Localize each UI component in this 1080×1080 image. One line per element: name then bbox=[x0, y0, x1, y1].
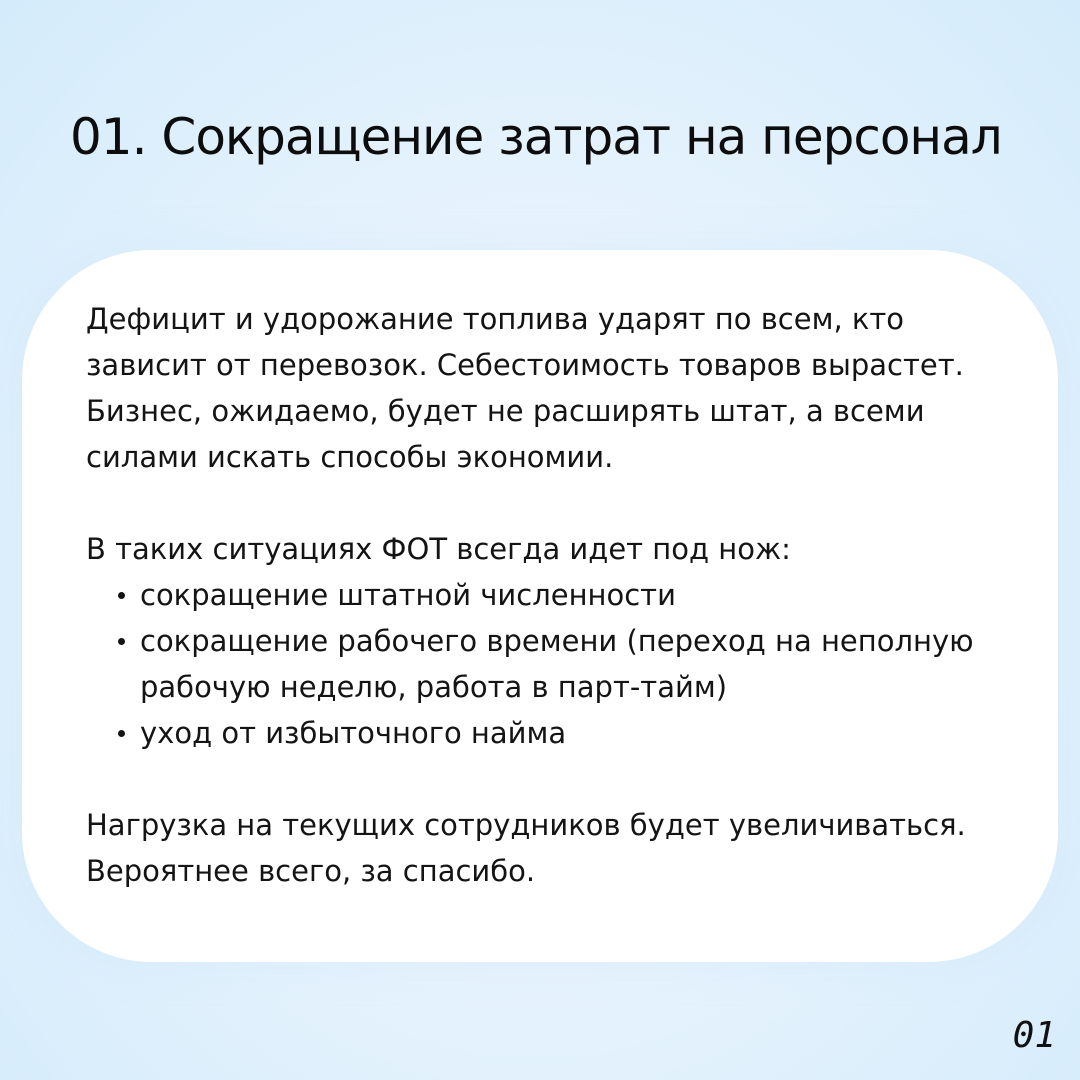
paragraph-list-intro: В таких ситуациях ФОТ всегда идет под нож: bbox=[86, 532, 791, 566]
bullet-icon bbox=[118, 730, 125, 737]
paragraph-spacer bbox=[86, 756, 1006, 802]
list-item bbox=[114, 572, 1006, 618]
card-body bbox=[86, 296, 1006, 894]
paragraph-conclusion: Нагрузка на текущих сотрудников будет увеличиваться. Вероятнее всего, за спасибо. bbox=[86, 808, 966, 888]
content-card bbox=[22, 250, 1058, 962]
bullet-list bbox=[86, 572, 1006, 756]
list-item bbox=[114, 618, 1006, 710]
list-item-text: уход от избыточного найма bbox=[140, 716, 567, 750]
bullet-icon bbox=[118, 638, 125, 645]
paragraph-spacer bbox=[86, 480, 1006, 526]
page-title: 01. Сокращение затрат на персонал bbox=[70, 108, 1002, 166]
list-item-text: сокращение рабочего времени (переход на неполную рабочую неделю, работа в парт-тайм) bbox=[140, 624, 974, 704]
paragraph-intro: Дефицит и удорожание топлива ударят по всем, кто зависит от перевозок. Себестоимость товаров вырастет. Бизнес, ожидаемо, будет не расширять штат, а всеми силами искать способы экономии. bbox=[86, 302, 964, 474]
list-item bbox=[114, 710, 1006, 756]
bullet-icon bbox=[118, 592, 125, 599]
list-item-text: сокращение штатной численности bbox=[140, 578, 676, 612]
page-number: 01 bbox=[1012, 1015, 1056, 1056]
